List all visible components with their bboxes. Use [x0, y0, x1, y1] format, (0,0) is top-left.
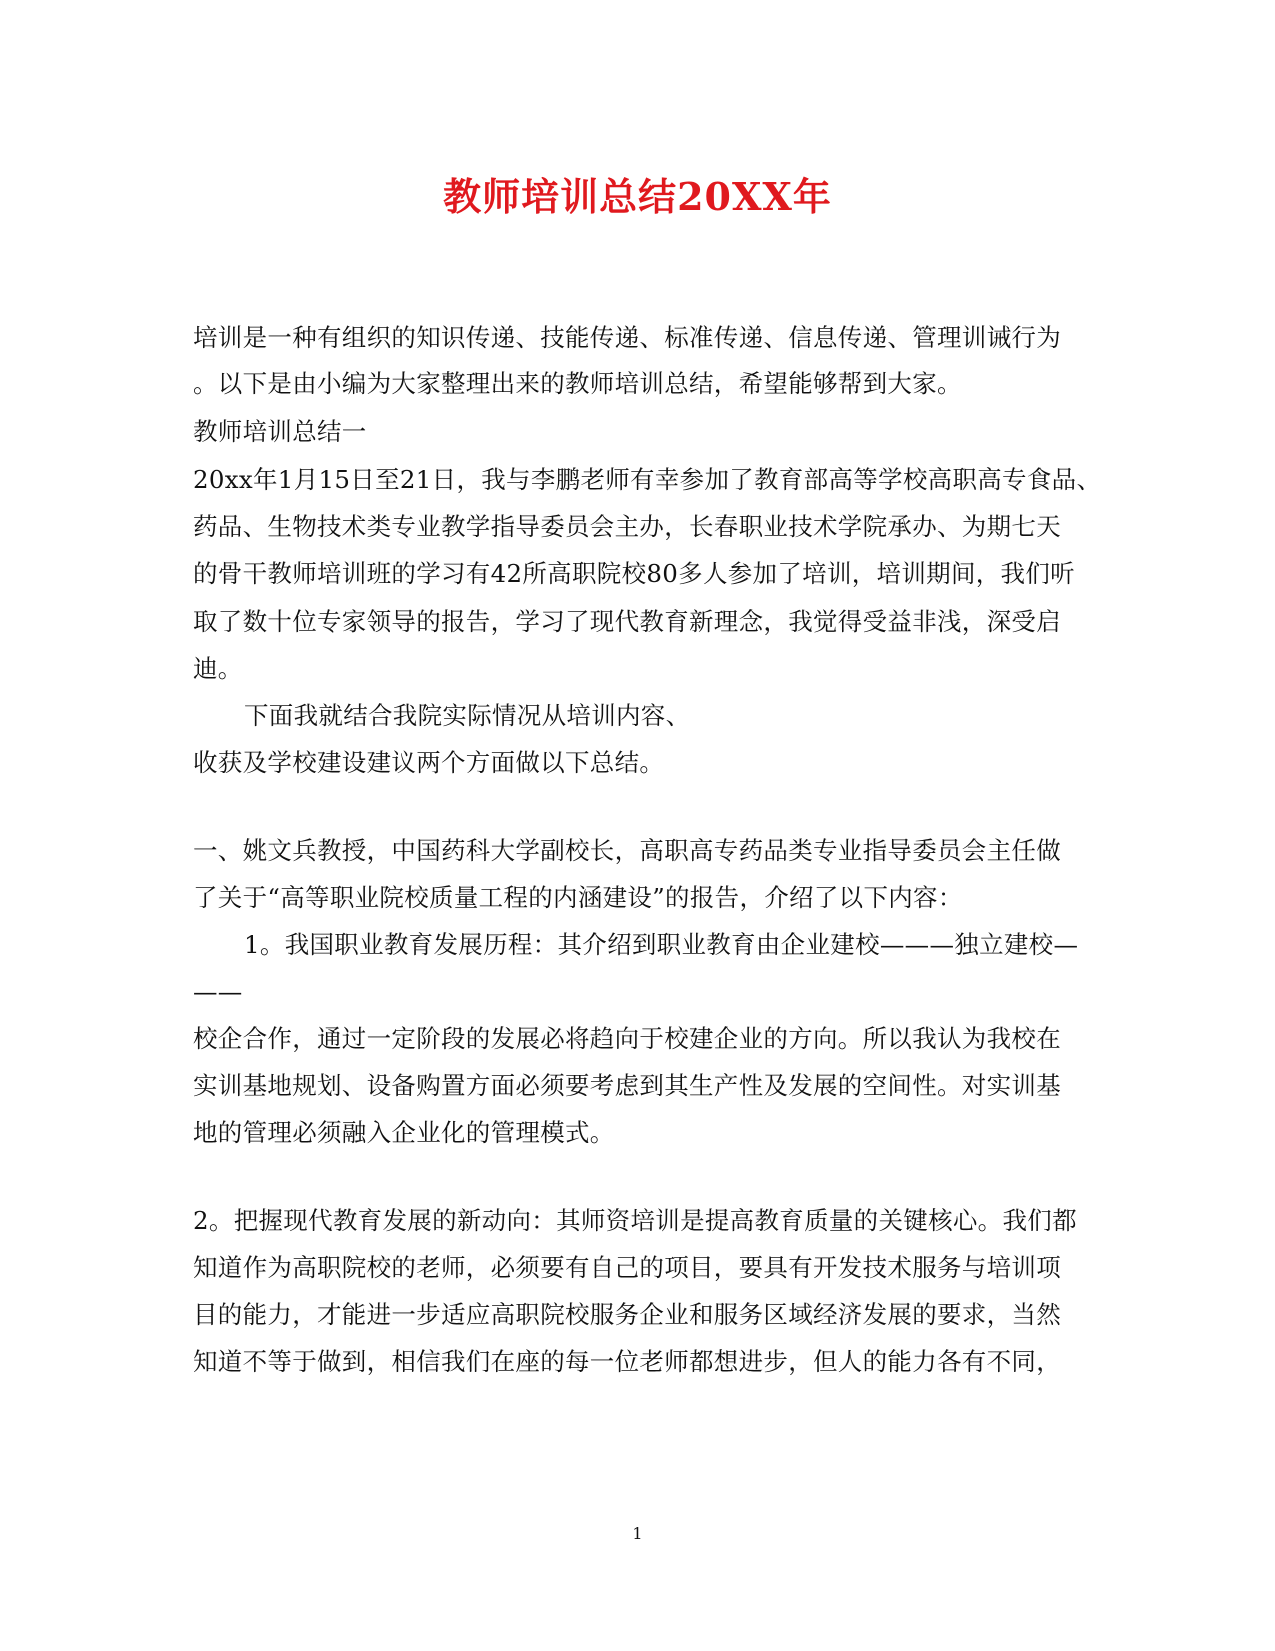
paragraph-line: 20xx年1月15日至21日，我与李鹏老师有幸参加了教育部高等学校高职高专食品、	[193, 465, 1102, 494]
paragraph-line: 药品、生物技术类专业教学指导委员会主办，长春职业技术学院承办、为期七天	[193, 512, 1061, 541]
paragraph-line: 。以下是由小编为大家整理出来的教师培训总结，希望能够帮到大家。	[193, 369, 962, 398]
paragraph-line: 目的能力，才能进一步适应高职院校服务企业和服务区域经济发展的要求，当然	[193, 1300, 1061, 1329]
paragraph-line: 的骨干教师培训班的学习有42所高职院校80多人参加了培训，培训期间，我们听	[193, 559, 1075, 588]
paragraph-line: 下面我就结合我院实际情况从培训内容、	[244, 701, 691, 730]
paragraph-line: 实训基地规划、设备购置方面必须要考虑到其生产性及发展的空间性。对实训基	[193, 1071, 1061, 1100]
paragraph-line: 2。把握现代教育发展的新动向：其师资培训是提高教育质量的关键核心。我们都	[193, 1206, 1077, 1235]
section-heading: 教师培训总结一	[193, 417, 367, 446]
paragraph-line: 取了数十位专家领导的报告，学习了现代教育新理念，我觉得受益非浅，深受启	[193, 607, 1061, 636]
paragraph-line: 一、姚文兵教授，中国药科大学副校长，高职高专药品类专业指导委员会主任做	[193, 836, 1061, 865]
paragraph-line: 校企合作，通过一定阶段的发展必将趋向于校建企业的方向。所以我认为我校在	[193, 1024, 1061, 1053]
paragraph-line: 地的管理必须融入企业化的管理模式。	[193, 1118, 615, 1147]
paragraph-line: 知道作为高职院校的老师，必须要有自己的项目，要具有开发技术服务与培训项	[193, 1253, 1061, 1282]
paragraph-line: 了关于“高等职业院校质量工程的内涵建设”的报告，介绍了以下内容：	[193, 883, 963, 912]
paragraph-line: 1。我国职业教育发展历程：其介绍到职业教育由企业建校———独立建校—	[244, 930, 1079, 959]
page-number: 1	[632, 1524, 643, 1543]
paragraph-line: 培训是一种有组织的知识传递、技能传递、标准传递、信息传递、管理训诫行为	[193, 323, 1061, 352]
paragraph-line: 知道不等于做到，相信我们在座的每一位老师都想进步，但人的能力各有不同，	[193, 1347, 1061, 1376]
paragraph-line: 迪。	[193, 654, 243, 683]
paragraph-line: 收获及学校建设建议两个方面做以下总结。	[193, 748, 665, 777]
paragraph-line: ——	[193, 977, 243, 1006]
document-title: 教师培训总结20XX年	[443, 174, 832, 219]
